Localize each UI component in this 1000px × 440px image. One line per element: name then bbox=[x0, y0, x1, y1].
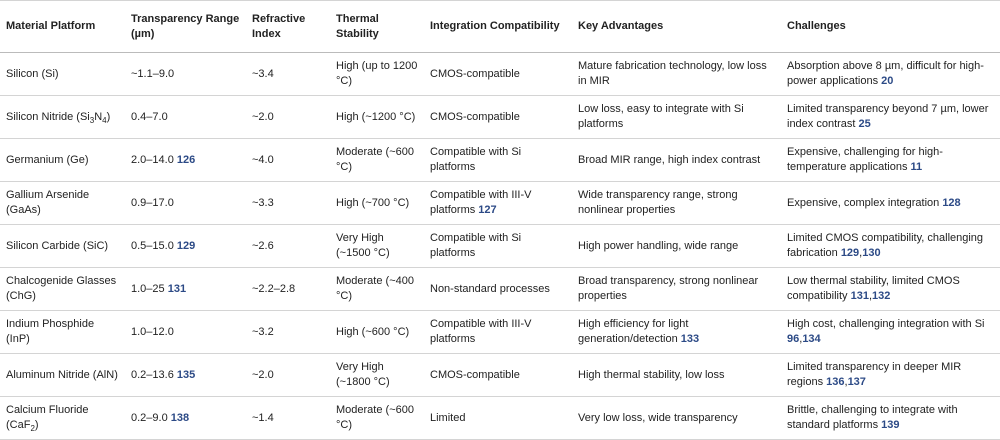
table-body bbox=[0, 53, 1000, 440]
subscript: 3 bbox=[89, 115, 95, 125]
table-row bbox=[0, 397, 1000, 440]
cell-material: Calcium Fluoride (CaF$_2$) bbox=[0, 397, 125, 440]
cell-index: ~4.0 bbox=[246, 139, 330, 182]
reference-link[interactable]: 129 bbox=[840, 247, 860, 259]
cell-integration: Limited bbox=[424, 397, 572, 440]
cell-index: ~2.6 bbox=[246, 225, 330, 268]
table-row bbox=[0, 139, 1000, 182]
cell-index: ~3.2 bbox=[246, 311, 330, 354]
cell-challenges: Expensive, complex integration 128 bbox=[781, 182, 1000, 225]
cell-challenges: Expensive, challenging for high-temperature applications 11 bbox=[781, 139, 1000, 182]
cell-index: ~1.4 bbox=[246, 397, 330, 440]
cell-material: Germanium (Ge) bbox=[0, 139, 125, 182]
cell-integration: Compatible with Si platforms bbox=[424, 225, 572, 268]
cell-material: Aluminum Nitride (AlN) bbox=[0, 354, 125, 397]
cell-transparency: 0.9–17.0 bbox=[125, 182, 246, 225]
reference-link[interactable]: 20 bbox=[881, 75, 894, 87]
cell-challenges: Limited transparency beyond 7 µm, lower index contrast 25 bbox=[781, 96, 1000, 139]
cell-advantages: High efficiency for light generation/detection 133 bbox=[572, 311, 781, 354]
table-row bbox=[0, 311, 1000, 354]
cell-material: Gallium Arsenide (GaAs) bbox=[0, 182, 125, 225]
cell-transparency: 1.0–25 131 bbox=[125, 268, 246, 311]
reference-link[interactable]: 137 bbox=[847, 376, 866, 388]
reference-link[interactable]: 139 bbox=[881, 419, 900, 431]
header-advantages: Key Advantages bbox=[572, 1, 781, 53]
reference-link[interactable]: 25 bbox=[858, 118, 871, 130]
table-row bbox=[0, 354, 1000, 397]
table-row bbox=[0, 96, 1000, 139]
cell-thermal: Very High (~1800 °C) bbox=[330, 354, 424, 397]
cell-index: ~3.3 bbox=[246, 182, 330, 225]
cell-index: ~2.0 bbox=[246, 354, 330, 397]
reference-link[interactable]: 136 bbox=[826, 376, 845, 388]
reference-link[interactable]: 132 bbox=[872, 290, 891, 302]
cell-index: ~2.0 bbox=[246, 96, 330, 139]
header-material: Material Platform bbox=[0, 1, 125, 53]
reference-link[interactable]: 96 bbox=[787, 333, 800, 345]
reference-link[interactable]: 127 bbox=[478, 204, 497, 216]
cell-challenges: Brittle, challenging to integrate with standard platforms 139 bbox=[781, 397, 1000, 440]
cell-challenges: Limited transparency in deeper MIR regions 136,137 bbox=[781, 354, 1000, 397]
cell-advantages: Broad transparency, strong nonlinear properties bbox=[572, 268, 781, 311]
reference-link[interactable]: 134 bbox=[802, 333, 821, 345]
cell-thermal: High (~600 °C) bbox=[330, 311, 424, 354]
cell-transparency: 1.0–12.0 bbox=[125, 311, 246, 354]
header-index: Refractive Index bbox=[246, 1, 330, 53]
cell-material: Silicon (Si) bbox=[0, 53, 125, 96]
cell-challenges: High cost, challenging integration with Si 96,134 bbox=[781, 311, 1000, 354]
cell-index: ~3.4 bbox=[246, 53, 330, 96]
cell-integration: Non-standard processes bbox=[424, 268, 572, 311]
reference-link[interactable]: 128 bbox=[942, 196, 961, 209]
cell-transparency: 0.2–13.6 135 bbox=[125, 354, 246, 397]
cell-transparency: 0.2–9.0 138 bbox=[125, 397, 246, 440]
header-integration: Integration Compatibility bbox=[424, 1, 572, 53]
reference-link[interactable]: 130 bbox=[862, 247, 881, 259]
cell-transparency: ~1.1–9.0 bbox=[125, 53, 246, 96]
reference-link[interactable]: 129 bbox=[176, 239, 196, 252]
cell-challenges: Low thermal stability, limited CMOS compatibility 131,132 bbox=[781, 268, 1000, 311]
cell-challenges: Absorption above 8 µm, difficult for high-power applications 20 bbox=[781, 53, 1000, 96]
cell-advantages: High thermal stability, low loss bbox=[572, 354, 781, 397]
reference-link[interactable]: 131 bbox=[850, 290, 869, 302]
cell-advantages: Low loss, easy to integrate with Si platforms bbox=[572, 96, 781, 139]
reference-link[interactable]: 131 bbox=[167, 282, 187, 295]
reference-link[interactable]: 138 bbox=[170, 411, 190, 424]
header-transparency: Transparency Range (µm) bbox=[125, 1, 246, 53]
header-row bbox=[0, 1, 1000, 53]
table-row bbox=[0, 182, 1000, 225]
cell-integration: CMOS-compatible bbox=[424, 96, 572, 139]
cell-thermal: Moderate (~600 °C) bbox=[330, 139, 424, 182]
table-row bbox=[0, 53, 1000, 96]
cell-thermal: High (~700 °C) bbox=[330, 182, 424, 225]
header-thermal: Thermal Stability bbox=[330, 1, 424, 53]
cell-integration: Compatible with III-V platforms bbox=[424, 311, 572, 354]
reference-link[interactable]: 11 bbox=[910, 161, 923, 173]
cell-material: Silicon Nitride $(Si_3N_4)$ bbox=[0, 96, 125, 139]
reference-link[interactable]: 135 bbox=[176, 368, 196, 381]
reference-link[interactable]: 126 bbox=[176, 153, 196, 166]
table-row bbox=[0, 268, 1000, 311]
cell-thermal: Moderate (~600 °C) bbox=[330, 397, 424, 440]
cell-material: Chalcogenide Glasses (ChG) bbox=[0, 268, 125, 311]
cell-integration: Compatible with Si platforms bbox=[424, 139, 572, 182]
cell-advantages: Wide transparency range, strong nonlinear properties bbox=[572, 182, 781, 225]
cell-material: Indium Phosphide (InP) bbox=[0, 311, 125, 354]
cell-challenges: Limited CMOS compatibility, challenging fabrication 129,130 bbox=[781, 225, 1000, 268]
cell-advantages: Mature fabrication technology, low loss in MIR bbox=[572, 53, 781, 96]
cell-integration: CMOS-compatible bbox=[424, 354, 572, 397]
cell-integration: Compatible with III-V platforms 127 bbox=[424, 182, 572, 225]
cell-integration: CMOS-compatible bbox=[424, 53, 572, 96]
cell-advantages: Very low loss, wide transparency bbox=[572, 397, 781, 440]
cell-thermal: Moderate (~400 °C) bbox=[330, 268, 424, 311]
header-challenges: Challenges bbox=[781, 1, 1000, 53]
subscript: 2 bbox=[30, 424, 35, 433]
table-row bbox=[0, 225, 1000, 268]
cell-thermal: High (up to 1200 °C) bbox=[330, 53, 424, 96]
cell-advantages: Broad MIR range, high index contrast bbox=[572, 139, 781, 182]
cell-advantages: High power handling, wide range bbox=[572, 225, 781, 268]
cell-thermal: Very High (~1500 °C) bbox=[330, 225, 424, 268]
cell-index: ~2.2–2.8 bbox=[246, 268, 330, 311]
cell-transparency: 0.5–15.0 129 bbox=[125, 225, 246, 268]
cell-thermal: High (~1200 °C) bbox=[330, 96, 424, 139]
cell-transparency: 2.0–14.0 126 bbox=[125, 139, 246, 182]
subscript: 4 bbox=[102, 115, 107, 125]
cell-transparency: 0.4–7.0 bbox=[125, 96, 246, 139]
reference-link[interactable]: 133 bbox=[680, 333, 700, 345]
cell-material: Silicon Carbide (SiC) bbox=[0, 225, 125, 268]
